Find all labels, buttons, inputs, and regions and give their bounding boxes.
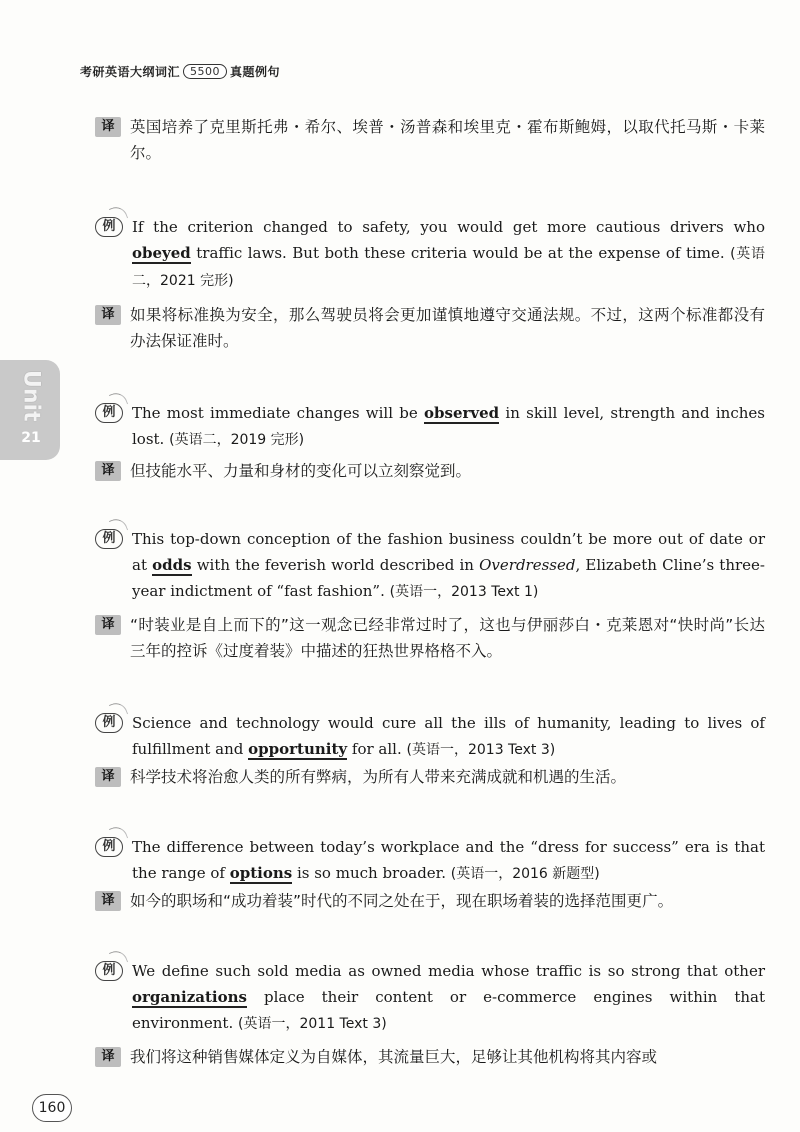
example-block — [95, 834, 765, 887]
running-header — [80, 63, 280, 80]
unit-number: 21 — [21, 430, 41, 446]
example-block — [95, 958, 765, 1037]
translation-mark-icon: 译 — [95, 305, 121, 325]
translation-mark-icon: 译 — [95, 767, 121, 787]
translation-block — [95, 1044, 765, 1070]
source: (英语一，2011 Text 3) — [238, 1016, 387, 1032]
translation-block — [95, 458, 765, 484]
translation-text: 我们将这种销售媒体定义为自媒体，其流量巨大，足够让其他机构将其内容或 — [130, 1048, 658, 1066]
example-text: If the criterion changed to safety, you would get more cautious drivers who obeyed traffic laws. But both these criteria would be at the expense of time. (英语二，2021 完形) — [132, 218, 765, 289]
example-text: We define such sold media as owned media whose traffic is so strong that other organizations place their content or e-commerce engines within that environment. (英语一，2011 Text 3) — [132, 962, 765, 1032]
translation-block — [95, 302, 765, 354]
source: (英语一，2013 Text 1) — [389, 584, 539, 600]
page-number: 160 — [32, 1094, 72, 1122]
translation-mark-icon: 译 — [95, 615, 121, 635]
translation-text: 但技能水平、力量和身材的变化可以立刻察觉到。 — [130, 462, 472, 480]
header-badge: 5500 — [183, 64, 227, 79]
source: (英语一，2013 Text 3) — [406, 742, 556, 758]
translation-text: 如今的职场和“成功着装”时代的不同之处在于，现在职场着装的选择范围更广。 — [130, 892, 674, 910]
translation-mark-icon: 译 — [95, 891, 121, 911]
keyword: options — [229, 864, 293, 882]
example-mark-icon: 例 — [95, 837, 123, 857]
example-text: This top-down conception of the fashion business couldn’t be more out of date or at odds with the feverish world described in Overdressed, Elizabeth Cline’s three-year indictment of “fast fashion”. (英语一，2013 Text 1) — [132, 530, 765, 600]
keyword: opportunity — [248, 740, 348, 758]
example-block — [95, 400, 765, 453]
example-mark-icon: 例 — [95, 961, 123, 981]
unit-label: Unit — [18, 370, 44, 422]
example-block — [95, 526, 765, 605]
example-text: The most immediate changes will be observed in skill level, strength and inches lost. (英语二，2019 完形) — [132, 404, 765, 448]
example-mark-icon: 例 — [95, 217, 123, 237]
example-block — [95, 214, 765, 294]
translation-mark-icon: 译 — [95, 1047, 121, 1067]
header-title-suffix: 真题例句 — [230, 65, 281, 79]
translation-mark-icon: 译 — [95, 461, 121, 481]
keyword: observed — [424, 404, 500, 422]
source: (英语二，2019 完形) — [169, 432, 305, 448]
example-mark-icon: 例 — [95, 403, 123, 423]
translation-block — [95, 764, 765, 790]
translation-block — [95, 114, 765, 166]
translation-mark-icon: 译 — [95, 117, 121, 137]
translation-block — [95, 888, 765, 914]
keyword: obeyed — [132, 244, 191, 262]
book-title: Overdressed — [479, 556, 576, 574]
example-text: The difference between today’s workplace and the “dress for success” era is that the range of options is so much broader. (英语一，2016 新题型) — [132, 838, 765, 882]
keyword: odds — [152, 556, 192, 574]
translation-text: 科学技术将治愈人类的所有弊病，为所有人带来充满成就和机遇的生活。 — [130, 768, 627, 786]
example-mark-icon: 例 — [95, 529, 123, 549]
example-mark-icon: 例 — [95, 713, 123, 733]
example-block — [95, 710, 765, 763]
translation-text: “时装业是自上而下的”这一观念已经非常过时了，这也与伊丽莎白・克莱恩对“快时尚”长达三年的控诉《过度着装》中描述的狂热世界格格不入。 — [130, 616, 765, 660]
header-title-prefix: 考研英语大纲词汇 — [80, 65, 181, 79]
translation-text: 如果将标准换为安全，那么驾驶员将会更加谨慎地遵守交通法规。不过，这两个标准都没有办法保证准时。 — [130, 306, 765, 350]
unit-side-tab — [0, 360, 60, 460]
example-text: Science and technology would cure all the ills of humanity, leading to lives of fulfillment and opportunity for all. (英语一，2013 Text 3) — [132, 714, 765, 758]
source: (英语二，2021 完形) — [132, 246, 765, 289]
keyword: organizations — [132, 988, 247, 1006]
source: (英语一，2016 新题型) — [450, 866, 600, 882]
translation-text: 英国培养了克里斯托弗・希尔、埃普・汤普森和埃里克・霍布斯鲍姆，以取代托马斯・卡莱尔。 — [130, 118, 765, 162]
translation-block — [95, 612, 765, 664]
